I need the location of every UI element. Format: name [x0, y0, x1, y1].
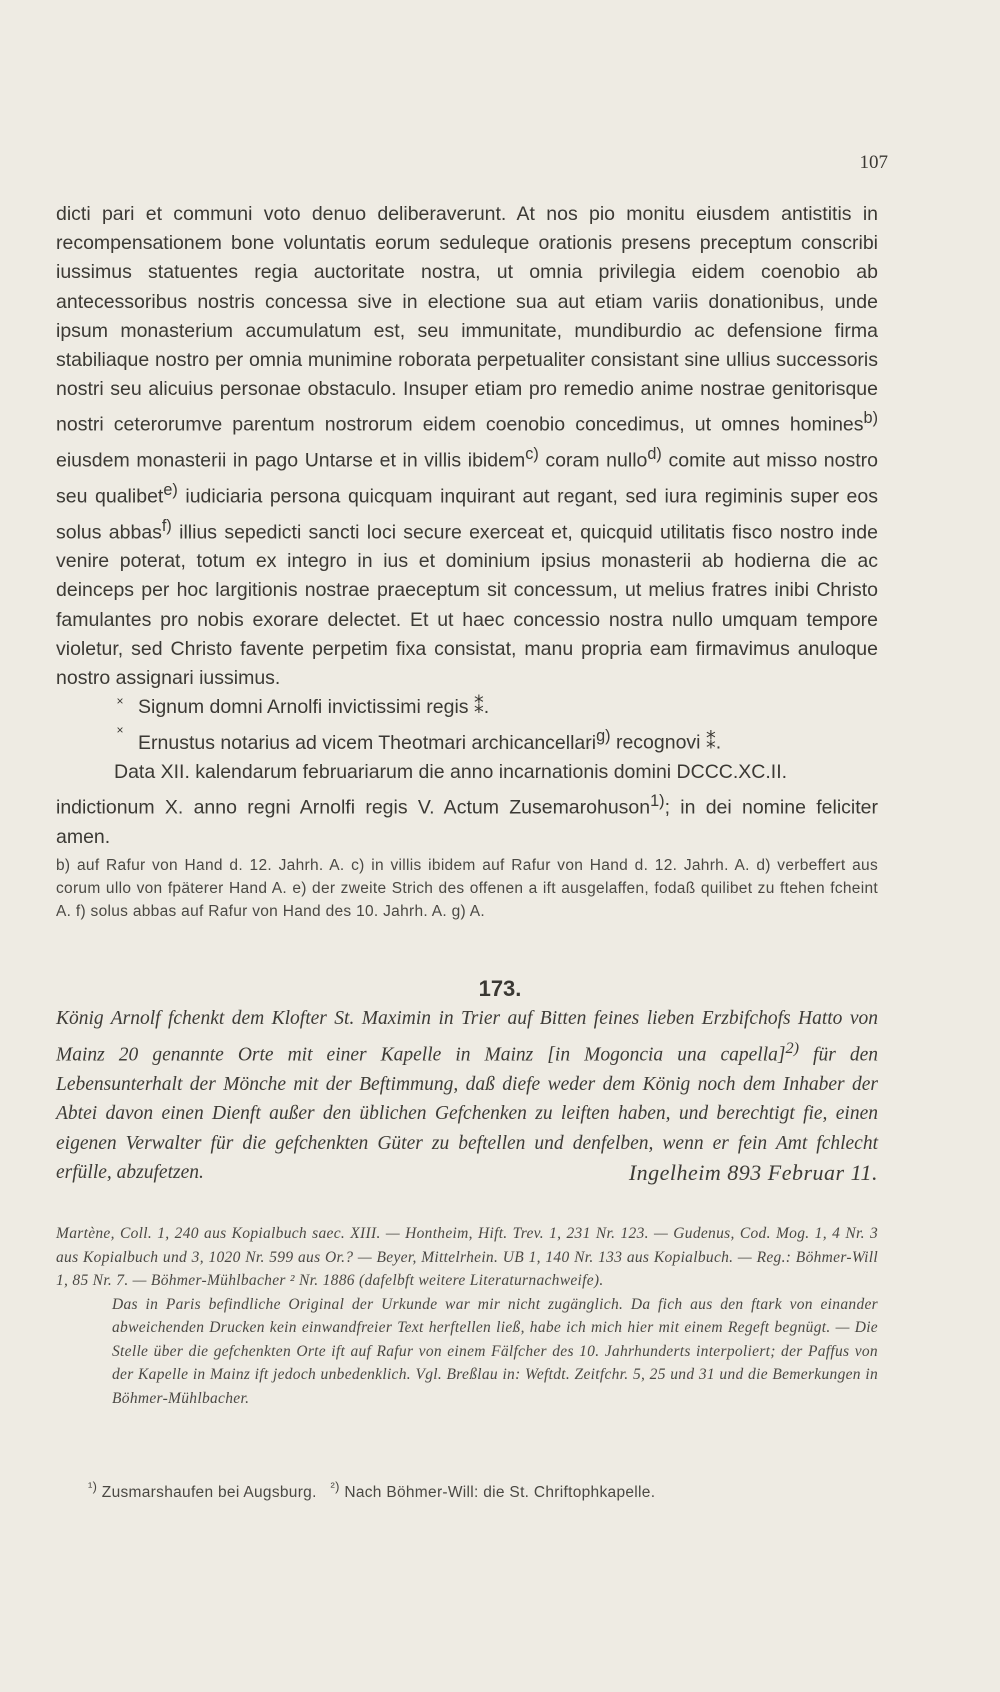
cross-monogram-icon: ⁑ — [705, 731, 716, 754]
regest-summary — [56, 1004, 878, 1188]
footnote-marker-g: g) — [596, 727, 611, 746]
footnote-marker-b: b) — [863, 409, 878, 428]
footnote-marker-2: 2) — [785, 1038, 800, 1057]
document-number: 173. — [478, 976, 522, 1001]
dating-clause-continued — [56, 787, 878, 852]
footnote-mark-2: ²) — [330, 1479, 340, 1494]
dating-clause — [56, 758, 878, 787]
charter-text-part: eiusdem monasterii in pago Untarse et in villis ibidem — [56, 449, 526, 472]
footnote-marker-f: f) — [161, 516, 172, 535]
critical-apparatus: b) auf Rafur von Hand d. 12. Jahrh. A. c) in villis ibidem auf Rafur von Hand d. 12. Jahrh. A. d) verbeffert aus corum ullo von fpäterer Hand A. e) der zweite Strich des offenen a ift ausgelaffen, fodaß quilibet zu ftehen fcheint A. f) solus abbas auf Rafur von Hand des 10. Jahrh. A. g) A. — [56, 857, 878, 921]
charter-text-part: coram nullo — [538, 449, 648, 472]
page-footnotes — [88, 1476, 888, 1504]
charter-text-part: dicti pari et communi voto denuo deliberaverunt. At nos pio monitu eiusdem antistitis in recompensationem bone voluntatis eorum seduleque orationis presens preceptum conscribi iussimus statuentes regia auctoritate nostra, ut omnia privilegia eidem coenobio ab antecessoribus nostris concessa sive in electione sua aut etiam variis donationibus, unde ipsum monasterium accumulatum est, seu immunitate, mundiburdio ac defensione firma stabiliaque nostro per omnia munimine roborata perpetualiter consistant sine ullius successoris nostri seu alicuius personae obstaculo. Insuper etiam pro remedio anime nostrae genitorisque nostri ceterorumve parentum nostrorum eidem coenobio concedimus, ut omnes homines — [56, 203, 878, 436]
sources-list: Martène, Coll. 1, 240 aus Kopialbuch saec. XIII. — Hontheim, Hift. Trev. 1, 231 Nr. 123. — Gudenus, Cod. Mog. 1, 4 Nr. 3 aus Kopialbuch und 3, 1020 Nr. 599 aus Or.? — Beyer, Mittelrhein. UB 1, 140 Nr. 133 aus Kopialbuch. — Reg.: Böhmer-Will 1, 85 Nr. 7. — Böhmer-Mühlbacher ² Nr. 1886 (dafelbft weitere Literaturnachweife). — [56, 1225, 878, 1289]
page-number: 107 — [859, 152, 888, 173]
cross-monogram-icon: × — [116, 723, 124, 738]
recognition-text: Ernustus notarius ad vicem Theotmari archicancellari — [138, 731, 597, 754]
cross-monogram-icon: ⁑ — [473, 696, 484, 719]
recognition-line: × Ernustus notarius ad vicem Theotmari archicancellari$^{g)}$ recognovi ⁑. — [56, 722, 878, 758]
charter-text — [56, 200, 878, 852]
regest-text-b: für den Lebensunterhalt der Mönche mit der Beftimmung, daß diefe weder dem König noch dem Inhaber der Abtei davon einen Dienft außer den üblichen Gefchenken zu leiften haben, und berechtigt fie, einen eigenen Verwalter für die gefchenkten Güter zu beftellen und denfelben, wenn er fein Amt fchlecht erfülle, abzufetzen. — [56, 1044, 878, 1183]
footnote-marker-1: 1) — [650, 792, 665, 811]
dating-line-3: ; in dei nomine feliciter amen. — [56, 796, 878, 849]
cross-monogram-icon: × — [116, 694, 124, 709]
footnote-marker-d: d) — [647, 445, 662, 464]
charter-text-part: iudiciaria persona quicquam inquirant aut regant, sed iura regiminis super eos solus abbas — [56, 485, 878, 544]
charter-paragraph — [56, 200, 878, 693]
footnote-1-text: Zusmarshaufen bei Augsburg. — [97, 1484, 317, 1502]
footnote-mark-1: ¹) — [88, 1479, 98, 1494]
charter-text-part: comite aut misso nostro seu qualibet — [56, 449, 878, 508]
commentary: Das in Paris befindliche Original der Urkunde war mir nicht zugänglich. Da fich aus den ftark von einander abweichenden Drucken kein einwandfreier Text herftellen ließ, habe ich mich hier mit einem Regeft begnügt. — Die Stelle über die gefchenkten Orte ift auf Rafur von einem Fälfcher des 10. Jahrhunderts interpoliert; der Paffus von der Kapelle in Mainz ift jedoch unbedenklich. Vgl. Breßlau in: Weftdt. Zeitfchr. 5, 25 und 31 und die Bemerkungen in Böhmer-Mühlbacher. — [112, 1295, 878, 1407]
recognition-text-b: recognovi — [610, 731, 701, 754]
dating-line-2: indictionum X. anno regni Arnolfi regis V. Actum Zusemarohuson — [56, 796, 651, 819]
charter-text-part: illius sepedicti sancti loci secure exerceat et, quicquid utilitatis fisco nostro inde venire poterat, totum ex integro in ius et dominium ipsius monasterii ab hodierna die ac deinceps per hoc largitionis nostrae praeceptum sit concessum, ut melius fratres inibi Christo famulantes pro nobis exorare delectet. Et ut haec concessio nostra nullo umquam tempore violetur, sed Christo favente perpetim fixa consistat, manu propria eam firmavimus anuloque nostro assignari iussimus. — [56, 521, 878, 690]
signum-text: Signum domni Arnolfi invictissimi regis — [138, 696, 469, 719]
footnote-marker-c: c) — [525, 445, 539, 464]
footnote-2-text: Nach Böhmer-Will: die St. Chriftophkapelle. — [339, 1484, 656, 1502]
regest-text: König Arnolf fchenkt dem Klofter St. Maximin in Trier auf Bitten feines lieben Erzbifchofs Hatto von Mainz 20 genannte Orte mit einer Kapelle in Mainz [in Mogoncia una capella] — [56, 1008, 878, 1065]
place-date: Ingelheim 893 Februar 11. — [628, 1160, 878, 1185]
signum-line: × Signum domni Arnolfi invictissimi regis ⁑. — [56, 693, 878, 722]
footnote-marker-e: e) — [163, 480, 178, 499]
dating-line-1: Data XII. kalendarum februariarum die anno incarnationis domini DCCC.XC.II. — [114, 761, 788, 784]
sources-section — [56, 1222, 878, 1410]
